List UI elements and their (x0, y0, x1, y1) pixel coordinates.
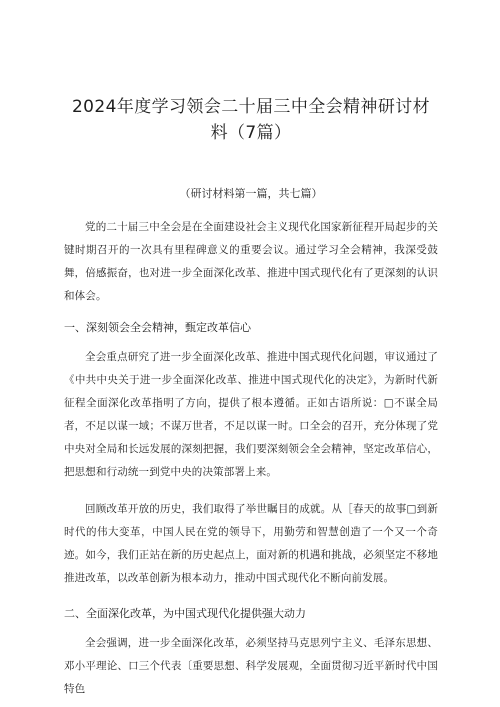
section-2-paragraph-1: 全会强调，进一步全面深化改革，必须坚持马克思列宁主义、毛泽东思想、邓小平理论、口三个代表〔重要思想、科学发展观，全面贯彻习近平新时代中国特色 (64, 637, 438, 695)
section-1-paragraph-1: 全会重点研究了进一步全面深化改革、推进中国式现代化问题，审议通过了《中共中央关于进一步全面深化改革、推进中国式现代化的决定》，为新时代新征程全面深化改革指明了方向，提供了根本遵循。正如古语所说：□不谋全局者，不足以谋一域；不谋万世者，不足以谋一时。口全会的召开，充分体现了党中央对全局和长远发展的深刻把握，我们要深刻领会全会精神，坚定改革信心，把思想和行动统一到党中央的决策部署上来。 (64, 351, 438, 478)
section-1-paragraph-2: 回顾改革开放的历史，我们取得了举世瞩目的成就。从［春天的故事□到新时代的伟大变革，中国人民在党的领导下，用勤劳和智慧创造了一个又一个奇迹。如今，我们正站在新的历史起点上，面对新的机遇和挑战，必须坚定不移地推进改革，以改革创新为根本动力，推动中国式现代化不断向前发展。 (64, 503, 438, 584)
document-subtitle: （研讨材料第一篇，共七篇） (179, 187, 323, 200)
document-title: 2024年度学习领会二十届三中全会精神研讨材料（7篇） (71, 97, 431, 143)
section-1-heading: 一、深刻领会全会精神，甄定改革信心 (64, 321, 251, 334)
section-2-heading: 二、全面深化改革，为中国式现代化提供强大动力 (64, 607, 306, 620)
intro-paragraph: 党的二十届三中全会是在全面建设社会主义现代化国家新征程开局起步的关键时期召开的一次具有里程碑意义的重要会议。通过学习全会精神，我深受鼓舞，倍感振奋，也对进一步全面深化改革、推进中国式现代化有了更深刻的认识和体会。 (64, 221, 438, 302)
